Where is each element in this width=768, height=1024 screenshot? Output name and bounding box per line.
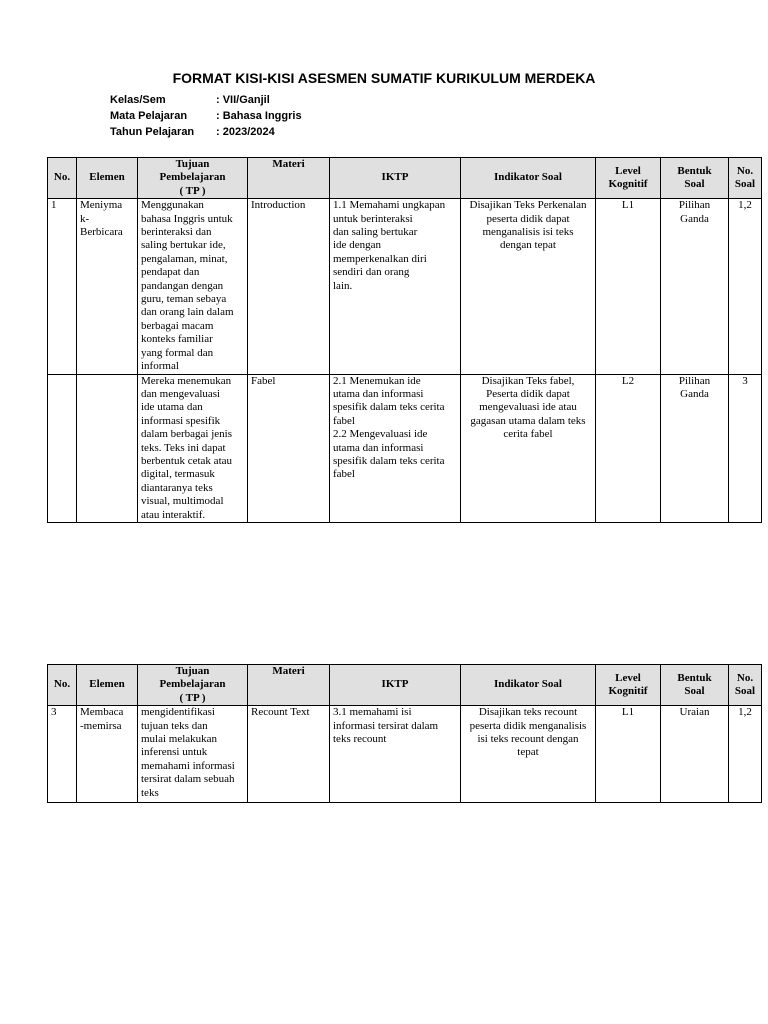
header-iktp: IKTP xyxy=(330,158,461,199)
cell-level: L1 xyxy=(596,199,661,374)
header-level: Level Kognitif xyxy=(596,665,661,706)
meta-kelas xyxy=(110,92,302,108)
cell-indikator: Disajikan teks recount peserta didik menganalisis isi teks recount dengan tepat xyxy=(461,706,596,803)
header-level: Level Kognitif xyxy=(596,158,661,199)
cell-elemen xyxy=(77,374,138,522)
meta-label: Kelas/Sem xyxy=(110,94,166,106)
cell-nosoal: 1,2 xyxy=(729,706,762,803)
header-indikator: Indikator Soal xyxy=(461,158,596,199)
meta-value: : Bahasa Inggris xyxy=(216,110,302,122)
kisi-kisi-table-2 xyxy=(47,664,762,803)
cell-tp: mengidentifikasi tujuan teks dan mulai melakukan inferensi untuk memahami informasi tersirat dalam sebuah teks xyxy=(138,706,248,803)
header-tp: Tujuan Pembelajaran ( TP ) xyxy=(138,158,248,199)
cell-materi: Introduction xyxy=(248,199,330,374)
header-nosoal: No. Soal xyxy=(729,665,762,706)
table-row xyxy=(48,199,762,374)
meta-value: : VII/Ganjil xyxy=(216,94,270,106)
meta-label: Mata Pelajaran xyxy=(110,110,188,122)
header-bentuk: Bentuk Soal xyxy=(661,158,729,199)
cell-no: 1 xyxy=(48,199,77,374)
cell-level: L1 xyxy=(596,706,661,803)
document-title: FORMAT KISI-KISI ASESMEN SUMATIF KURIKULUM MERDEKA xyxy=(172,70,596,86)
meta-value: : 2023/2024 xyxy=(216,126,275,138)
cell-bentuk: Pilihan Ganda xyxy=(661,374,729,522)
header-elemen: Elemen xyxy=(77,158,138,199)
cell-iktp: 2.1 Menemukan ide utama dan informasi spesifik dalam teks cerita fabel 2.2 Mengevaluasi ide utama dan informasi spesifik dalam teks cerita fabel xyxy=(330,374,461,522)
cell-indikator: Disajikan Teks fabel, Peserta didik dapat mengevaluasi ide atau gagasan utama dalam teks cerita fabel xyxy=(461,374,596,522)
header-iktp: IKTP xyxy=(330,665,461,706)
cell-materi: Fabel xyxy=(248,374,330,522)
table-row xyxy=(48,706,762,803)
cell-iktp: 3.1 memahami isi informasi tersirat dalam teks recount xyxy=(330,706,461,803)
table-header-row xyxy=(48,665,762,706)
cell-iktp: 1.1 Memahami ungkapan untuk berinteraksi dan saling bertukar ide dengan memperkenalkan diri sendiri dan orang lain. xyxy=(330,199,461,374)
header-materi: Materi xyxy=(248,158,330,199)
meta-mapel xyxy=(110,108,302,124)
cell-indikator: Disajikan Teks Perkenalan peserta didik dapat menganalisis isi teks dengan tepat xyxy=(461,199,596,374)
meta-tahun xyxy=(110,124,302,140)
header-materi: Materi xyxy=(248,665,330,706)
header-elemen: Elemen xyxy=(77,665,138,706)
cell-tp: Menggunakan bahasa Inggris untuk berinteraksi dan saling bertukar ide, pengalaman, minat, pendapat dan pandangan dengan guru, teman sebaya dan orang lain dalam berbagai macam konteks familiar yang formal dan informal xyxy=(138,199,248,374)
cell-tp: Mereka menemukan dan mengevaluasi ide utama dan informasi spesifik dalam berbagai jenis teks. Teks ini dapat berbentuk cetak atau digital, termasuk diantaranya teks visual, multimodal atau interaktif. xyxy=(138,374,248,522)
header-nosoal: No. Soal xyxy=(729,158,762,199)
meta-label: Tahun Pelajaran xyxy=(110,126,195,138)
cell-nosoal: 3 xyxy=(729,374,762,522)
cell-level: L2 xyxy=(596,374,661,522)
header-indikator: Indikator Soal xyxy=(461,665,596,706)
cell-bentuk: Pilihan Ganda xyxy=(661,199,729,374)
cell-elemen: Meniyma k- Berbicara xyxy=(77,199,138,374)
header-no: No. xyxy=(48,158,77,199)
cell-elemen: Membaca -memirsa xyxy=(77,706,138,803)
table-row xyxy=(48,374,762,522)
cell-bentuk: Uraian xyxy=(661,706,729,803)
document-meta xyxy=(110,92,302,140)
header-tp: Tujuan Pembelajaran ( TP ) xyxy=(138,665,248,706)
cell-nosoal: 1,2 xyxy=(729,199,762,374)
table-header-row xyxy=(48,158,762,199)
kisi-kisi-table-1 xyxy=(47,157,762,523)
cell-no xyxy=(48,374,77,522)
cell-no: 3 xyxy=(48,706,77,803)
cell-materi: Recount Text xyxy=(248,706,330,803)
header-no: No. xyxy=(48,665,77,706)
header-bentuk: Bentuk Soal xyxy=(661,665,729,706)
